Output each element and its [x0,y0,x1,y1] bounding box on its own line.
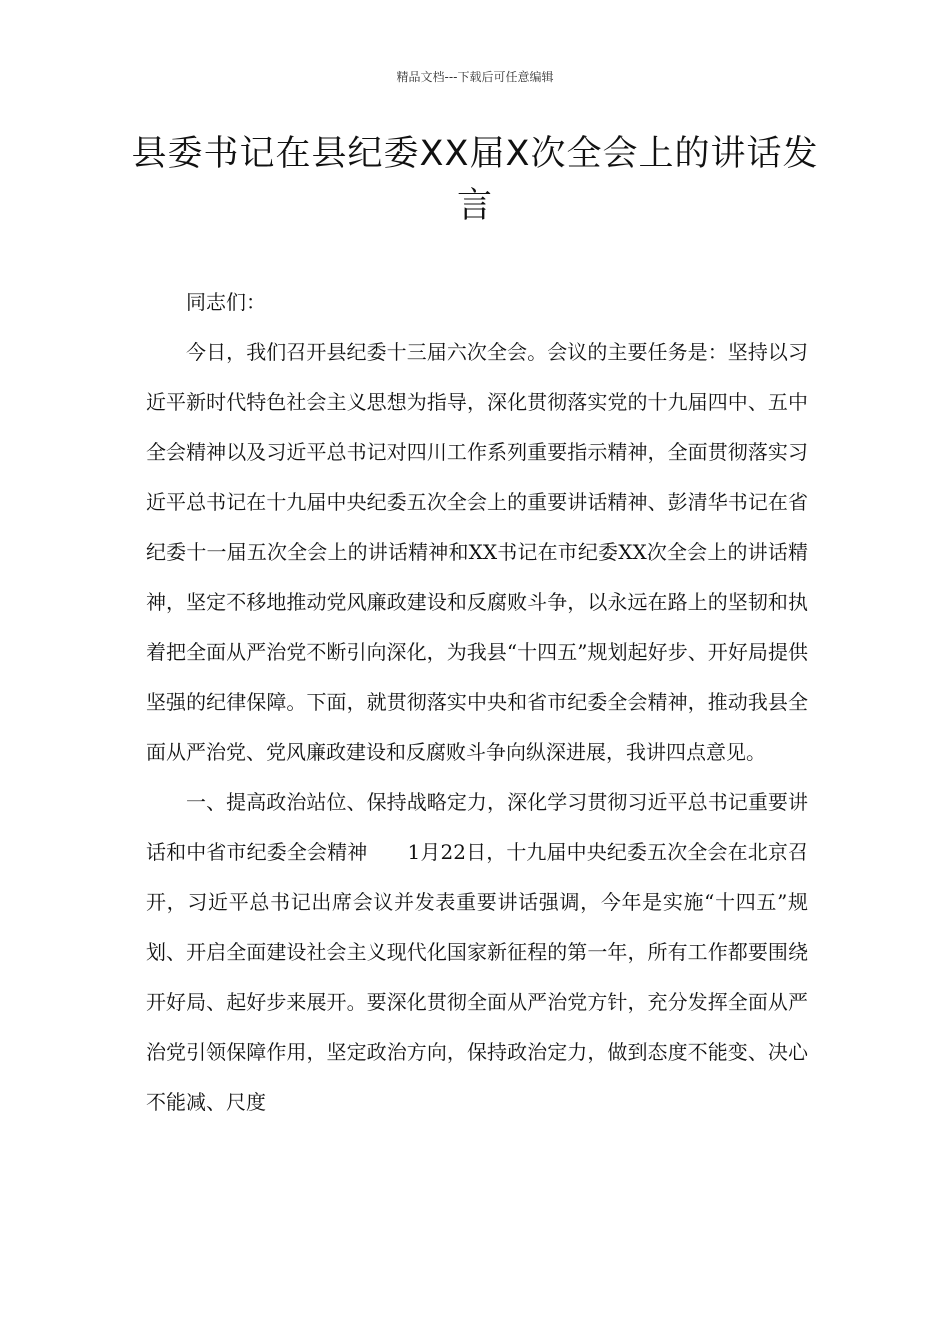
paragraph-section-one: 一、提高政治站位、保持战略定力，深化学习贯彻习近平总书记重要讲话和中省市纪委全会精神 1月22日，十九届中央纪委五次全会在北京召开，习近平总书记出席会议并发表重要讲话强调，今年是实施“十四五”规划、开启全面建设社会主义现代化国家新征程的第一年，所有工作都要围绕开好局、起好步来展开。要深化贯彻全面从严治党方针，充分发挥全面从严治党引领保障作用，坚定政治方向，保持政治定力，做到态度不能变、决心不能减、尺度 [146,790,808,1114]
paragraph-salutation: 同志们： [186,290,266,314]
document-title: 县委书记在县纪委XX届X次全会上的讲话发言 [131,134,819,226]
document-body [146,277,808,1127]
paragraph-intro: 今日，我们召开县纪委十三届六次全会。会议的主要任务是：坚持以习近平新时代特色社会主义思想为指导，深化贯彻落实党的十九届四中、五中全会精神以及习近平总书记对四川工作系列重要指示精神，全面贯彻落实习近平总书记在十九届中央纪委五次全会上的重要讲话精神、彭清华书记在省纪委十一届五次全会上的讲话精神和XX书记在市纪委XX次全会上的讲话精神，坚定不移地推动党风廉政建设和反腐败斗争，以永远在路上的坚韧和执着把全面从严治党不断引向深化，为我县“十四五”规划起好步、开好局提供坚强的纪律保障。下面，就贯彻落实中央和省市纪委全会精神，推动我县全面从严治党、党风廉政建设和反腐败斗争向纵深进展，我讲四点意见。 [146,340,808,764]
header-note: 精品文档---下载后可任意编辑 [396,70,554,84]
